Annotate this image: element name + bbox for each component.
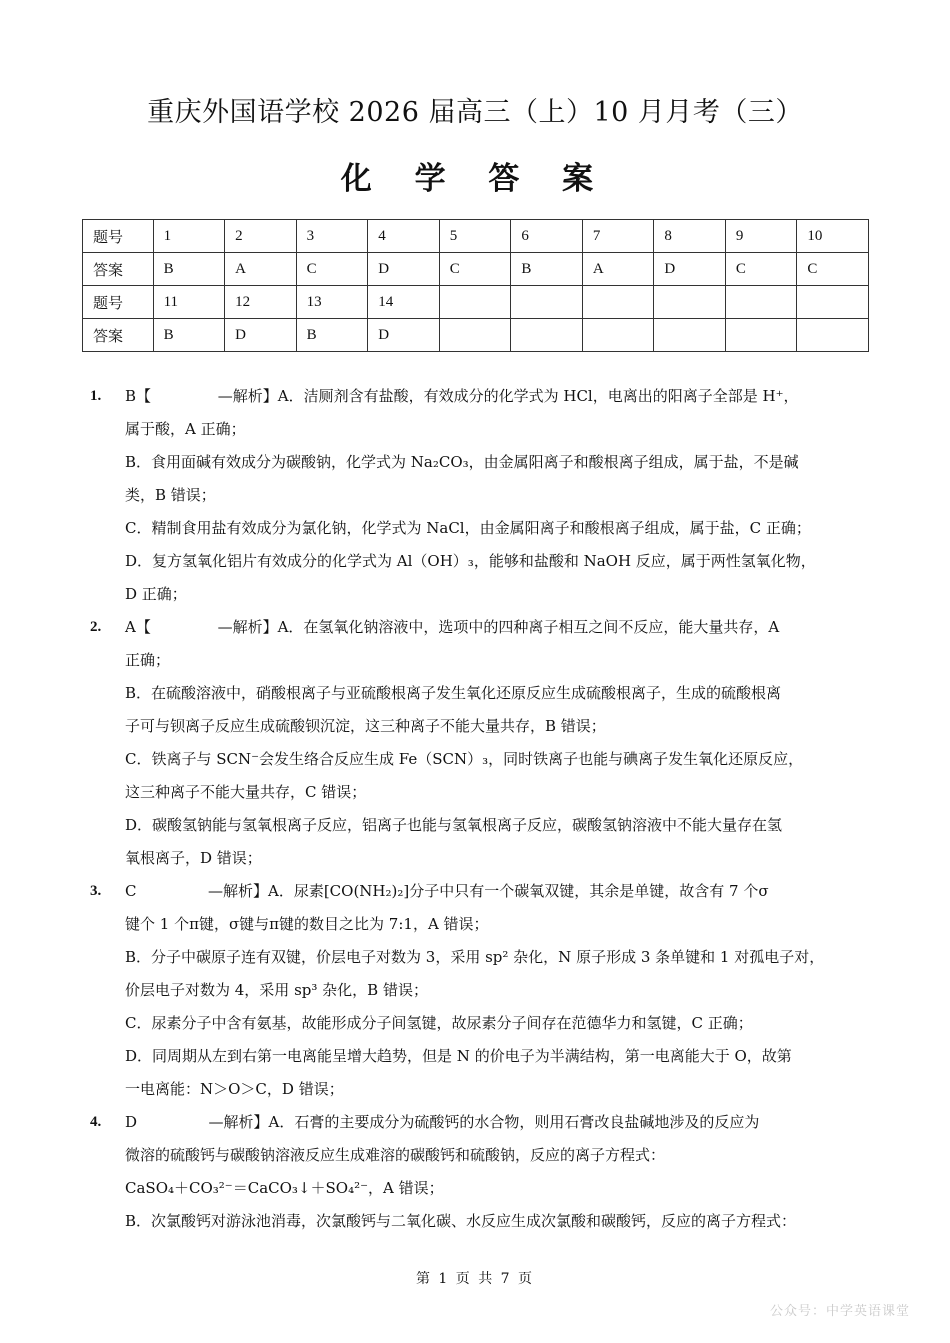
answer-table-cell: 5 bbox=[439, 220, 511, 253]
document-title: 重庆外国语学校 2026 届高三（上）10 月月考（三） bbox=[147, 97, 803, 128]
answer-table-cell: 3 bbox=[296, 220, 368, 253]
solutions bbox=[90, 380, 860, 1238]
solution-item bbox=[90, 380, 860, 611]
question-number: 4. bbox=[90, 1114, 102, 1130]
answer-table-cell: 11 bbox=[153, 286, 225, 319]
question-number: 1. bbox=[90, 388, 102, 404]
solution-line: D．碳酸氢钠能与氢氧根离子反应，铝离子也能与氢氧根离子反应，碳酸氢钠溶液中不能大量存在氢 bbox=[125, 816, 783, 834]
answer-table-cell: C bbox=[439, 253, 511, 286]
answer-table-cell: B bbox=[153, 319, 225, 352]
solution-line: 这三种离子不能大量共存，C 错误； bbox=[125, 783, 367, 801]
document-subtitle: 化 学 答 案 bbox=[340, 161, 610, 197]
answer-table-cell bbox=[582, 286, 654, 319]
answer-table-cell bbox=[511, 319, 583, 352]
answer-table-cell bbox=[797, 286, 869, 319]
solution-line: 类，B 错误； bbox=[125, 486, 216, 504]
answer-table-header-cell: 题号 bbox=[83, 286, 154, 319]
answer-table-cell: 12 bbox=[225, 286, 297, 319]
answer-table-cell: D bbox=[225, 319, 297, 352]
answer-table-header-cell: 答案 bbox=[83, 319, 154, 352]
solution-line: 微溶的硫酸钙与碳酸钠溶液反应生成难溶的碳酸钙和硫酸钠，反应的离子方程式： bbox=[125, 1146, 666, 1164]
answer-table-row bbox=[83, 319, 869, 352]
answer-table-cell bbox=[511, 286, 583, 319]
answer-table-header-cell: 题号 bbox=[83, 220, 154, 253]
answer-table-cell: D bbox=[654, 253, 726, 286]
solution-line: 正确； bbox=[125, 651, 171, 669]
solution-head-line: C —解析】A．尿素[CO(NH₂)₂]分子中只有一个碳氧双键，其余是单键，故含有 7 个σ bbox=[125, 882, 769, 900]
answer-table-cell: 13 bbox=[296, 286, 368, 319]
watermark: 公众号：中学英语课堂 bbox=[769, 1304, 910, 1319]
answer-table-cell: 7 bbox=[582, 220, 654, 253]
solution-line: B．食用面碱有效成分为碳酸钠，化学式为 Na₂CO₃，由金属阳离子和酸根离子组成，属于盐，不是碱 bbox=[125, 453, 799, 471]
answer-table-cell bbox=[654, 286, 726, 319]
solution-item bbox=[90, 1106, 860, 1238]
solution-line: C．精制食用盐有效成分为氯化钠，化学式为 NaCl，由金属阳离子和酸根离子组成，属于盐，C 正确； bbox=[125, 519, 811, 537]
answer-table-row bbox=[83, 220, 869, 253]
answer-table-cell bbox=[582, 319, 654, 352]
answer-table-cell: A bbox=[225, 253, 297, 286]
answer-table-cell bbox=[725, 286, 797, 319]
answer-table-cell: 8 bbox=[654, 220, 726, 253]
solution-line: 一电离能：N＞O＞C，D 错误； bbox=[125, 1080, 344, 1098]
answer-table-row bbox=[83, 253, 869, 286]
answer-table-cell: C bbox=[797, 253, 869, 286]
answer-table-cell: B bbox=[511, 253, 583, 286]
answer-table-cell: B bbox=[153, 253, 225, 286]
answer-table-cell: A bbox=[582, 253, 654, 286]
answer-table-row bbox=[83, 286, 869, 319]
solution-line: C．铁离子与 SCN⁻会发生络合反应生成 Fe（SCN）₃，同时铁离子也能与碘离子发生氧化还原反应， bbox=[125, 750, 804, 768]
solution-head-line: A【 —解析】A．在氢氧化钠溶液中，选项中的四种离子相互之间不反应，能大量共存，A bbox=[125, 618, 780, 636]
answer-table-cell: 9 bbox=[725, 220, 797, 253]
solution-item bbox=[90, 875, 860, 1106]
page-footer: 第 1 页 共 7 页 bbox=[415, 1271, 535, 1287]
solution-item bbox=[90, 611, 860, 875]
answer-table-cell: 4 bbox=[368, 220, 440, 253]
solution-line: D 正确； bbox=[125, 585, 187, 603]
answer-table-cell: 2 bbox=[225, 220, 297, 253]
solution-line: C．尿素分子中含有氨基，故能形成分子间氢键，故尿素分子间存在范德华力和氢键，C 正确； bbox=[125, 1014, 753, 1032]
answer-table-cell bbox=[797, 319, 869, 352]
answer-table-cell: 10 bbox=[797, 220, 869, 253]
answer-table-cell: C bbox=[725, 253, 797, 286]
question-number: 2. bbox=[90, 619, 102, 635]
answer-table-cell bbox=[439, 286, 511, 319]
solution-line: B．分子中碳原子连有双键，价层电子对数为 3，采用 sp² 杂化，N 原子形成 3 条单键和 1 对孤电子对， bbox=[125, 948, 825, 966]
answer-table-cell: C bbox=[296, 253, 368, 286]
question-number: 3. bbox=[90, 883, 102, 899]
solution-line: 氧根离子，D 错误； bbox=[125, 849, 262, 867]
answer-table-header-cell: 答案 bbox=[83, 253, 154, 286]
answer-table-cell: 14 bbox=[368, 286, 440, 319]
solution-line: 属于酸，A 正确； bbox=[125, 420, 246, 438]
answer-table-cell: B bbox=[296, 319, 368, 352]
answer-table bbox=[82, 219, 869, 352]
solution-line: B．在硫酸溶液中，硝酸根离子与亚硫酸根离子发生氧化还原反应生成硫酸根离子，生成的硫酸根离 bbox=[125, 684, 782, 702]
answer-table-cell: 6 bbox=[511, 220, 583, 253]
solution-line: D．复方氢氧化铝片有效成分的化学式为 Al（OH）₃，能够和盐酸和 NaOH 反应，属于两性氢氧化物， bbox=[125, 552, 816, 570]
solution-line: 键个 1 个π键，σ键与π键的数目之比为 7:1，A 错误； bbox=[125, 915, 489, 933]
answer-table-cell bbox=[654, 319, 726, 352]
answer-table-cell bbox=[439, 319, 511, 352]
solution-line: CaSO₄＋CO₃²⁻＝CaCO₃↓＋SO₄²⁻，A 错误； bbox=[125, 1179, 444, 1197]
solution-head-line: B【 —解析】A．洁厕剂含有盐酸，有效成分的化学式为 HCl，电离出的阳离子全部是 H⁺， bbox=[125, 387, 799, 405]
answer-table-cell: D bbox=[368, 253, 440, 286]
solution-line: B．次氯酸钙对游泳池消毒，次氯酸钙与二氧化碳、水反应生成次氯酸和碳酸钙，反应的离子方程式： bbox=[125, 1212, 797, 1230]
answer-table-cell: 1 bbox=[153, 220, 225, 253]
solution-line: 子可与钡离子反应生成硫酸钡沉淀，这三种离子不能大量共存，B 错误； bbox=[125, 717, 606, 735]
solution-head-line: D —解析】A．石膏的主要成分为硫酸钙的水合物，则用石膏改良盐碱地涉及的反应为 bbox=[125, 1113, 760, 1131]
solution-line: 价层电子对数为 4，采用 sp³ 杂化，B 错误； bbox=[125, 981, 428, 999]
solution-line: D．同周期从左到右第一电离能呈增大趋势，但是 N 的价电子为半满结构，第一电离能大于 O，故第 bbox=[125, 1047, 792, 1065]
answer-table-cell: D bbox=[368, 319, 440, 352]
answer-table-cell bbox=[725, 319, 797, 352]
